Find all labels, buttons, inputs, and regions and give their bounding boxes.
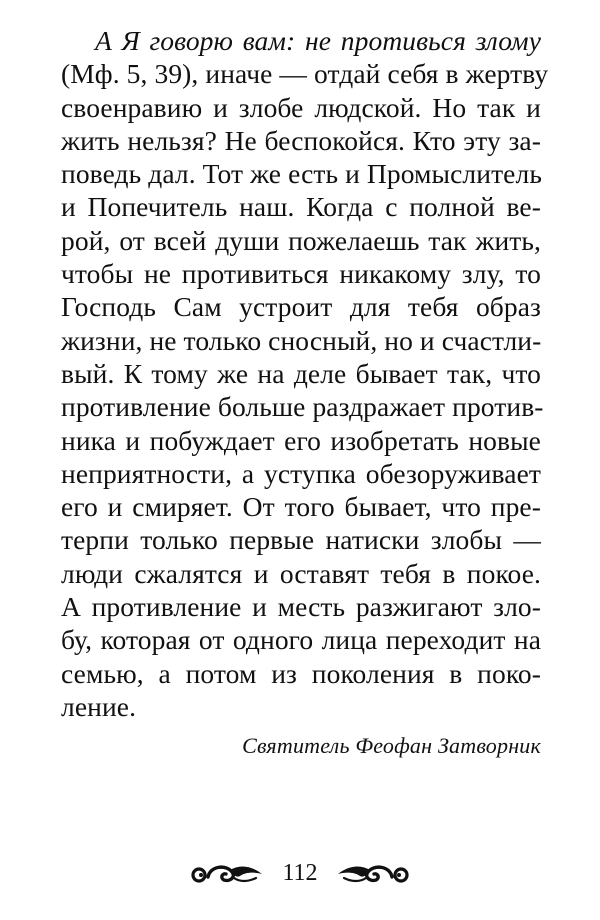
- text-line-7: чтобы не противиться никакому злу, то: [61, 258, 541, 290]
- text-line-12: ника и побуждает его изобретать новые: [61, 424, 541, 456]
- text-line-13: неприятности, а уступка обезоруживает: [61, 457, 541, 489]
- page-number: 112: [282, 860, 318, 886]
- text-line-8: Господь Сам устроит для тебя образ: [61, 291, 541, 323]
- text-line-4: поведь дал. Тот же есть и Промыслитель: [61, 158, 542, 190]
- quote-opening-line: А Я говорю вам: не противься злому: [95, 25, 541, 56]
- text-line-10: вый. К тому же на деле бывает так, что: [61, 357, 541, 389]
- text-line-20: ление.: [61, 690, 137, 722]
- text-line-14: его и смиряет. От того бывает, что пре-: [61, 491, 541, 523]
- text-line-9: жизни, не только сносный, но и счастли-: [61, 324, 542, 356]
- page-footer: [0, 855, 600, 891]
- text-line-6: рой, от всей души пожелаешь так жить,: [61, 224, 541, 256]
- author-signature: Святитель Феофан Затворник: [242, 733, 541, 759]
- text-line-18: бу, которая от одного лица переходит на: [61, 624, 541, 656]
- text-line-16: люди сжалятся и оставят тебя в покое.: [61, 557, 541, 589]
- page-body: [61, 24, 549, 761]
- text-line-2: своенравию и злобе людской. Но так и: [61, 91, 541, 123]
- scroll-ornament-left-icon: [190, 860, 268, 886]
- text-line-3: жить нельзя? Не беспокойся. Кто эту за-: [61, 124, 541, 156]
- text-line-15: терпи только первые натиски злобы —: [61, 524, 541, 556]
- text-line-19: семью, а потом из поколения в поко-: [61, 657, 541, 689]
- text-line-17: А противление и месть разжигают зло-: [61, 591, 541, 623]
- text-line-1: (Мф. 5, 39), иначе — отдай себя в жертву: [61, 58, 549, 90]
- text-line-11: противление больше раздражает против-: [61, 391, 544, 423]
- text-line-5: и Попечитель наш. Когда с полной ве-: [61, 191, 541, 223]
- scroll-ornament-right-icon: [332, 860, 410, 886]
